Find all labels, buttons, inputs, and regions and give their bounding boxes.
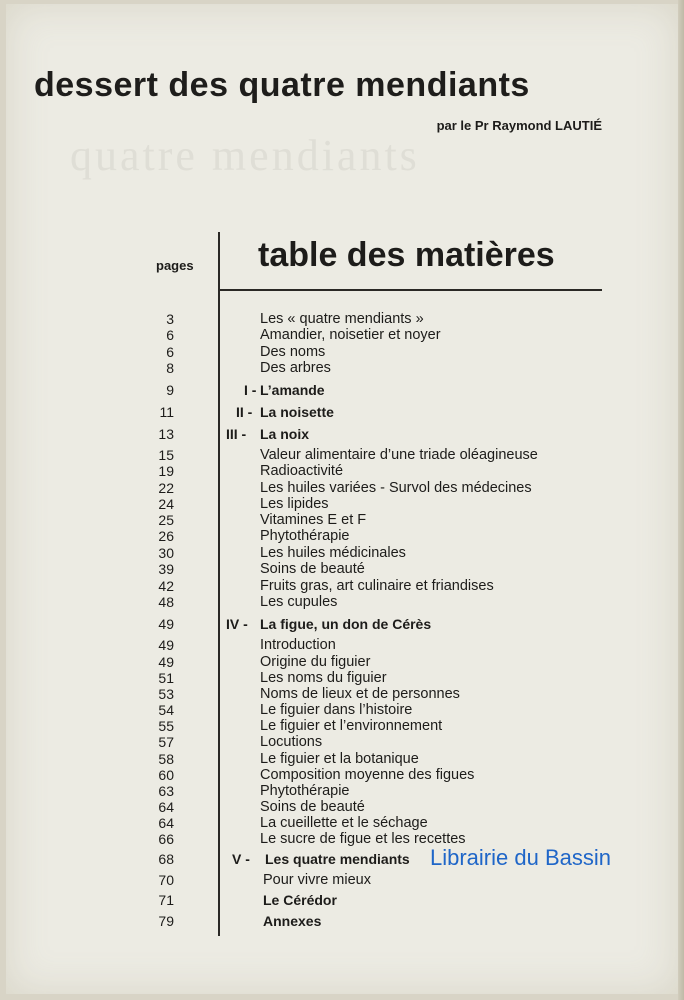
toc-page-number: 70 [158, 872, 174, 888]
toc-section-row [0, 615, 684, 633]
header-rule [220, 289, 602, 291]
toc-entry-title: Le figuier et l’environnement [260, 718, 443, 734]
toc-page-number: 8 [166, 360, 174, 376]
toc-entry-title: Le figuier dans l’histoire [260, 702, 413, 718]
toc-row [0, 593, 684, 611]
toc-entry-title: La cueillette et le séchage [260, 815, 428, 831]
toc-entry-title: Phytothérapie [260, 783, 350, 799]
toc-entry-title: Soins de beauté [260, 799, 365, 815]
pages-column-label: pages [156, 258, 194, 273]
toc-entry-title: Locutions [260, 734, 323, 750]
toc-entry-title: Les cupules [260, 594, 338, 610]
toc-row [0, 636, 684, 654]
toc-page-number: 15 [158, 447, 174, 463]
toc-page-number: 60 [158, 767, 174, 783]
toc-entry-title: Valeur alimentaire d’une triade oléagineuse [260, 447, 538, 463]
toc-page-number: 11 [159, 404, 174, 420]
toc-page-number: 3 [166, 311, 174, 327]
toc-entry-title: Les noms du figuier [260, 670, 387, 686]
toc-row [0, 560, 684, 578]
toc-page-number: 19 [158, 463, 174, 479]
toc-section-numeral: III - [226, 426, 247, 442]
toc-page-number: 24 [158, 496, 174, 512]
toc-entry-title: Les huiles variées - Survol des médecines [260, 480, 532, 496]
toc-page-number: 13 [158, 426, 174, 442]
toc-row [0, 527, 684, 545]
page-title: dessert des quatre mendiants [34, 66, 530, 104]
toc-row [0, 462, 684, 480]
toc-row [0, 871, 684, 889]
toc-page-number: 49 [158, 616, 174, 632]
toc-page-number: 51 [158, 670, 174, 686]
toc-page-number: 68 [158, 851, 174, 867]
toc-page-number: 6 [166, 344, 174, 360]
toc-page-number: 58 [158, 751, 174, 767]
toc-page-number: 66 [158, 831, 174, 847]
toc-title: table des matières [258, 236, 555, 274]
toc-entry-title: Introduction [260, 637, 336, 653]
toc-page-number: 26 [158, 528, 174, 544]
toc-section-numeral: I - [244, 382, 257, 398]
toc-page-number: 25 [158, 512, 174, 528]
toc-page-number: 71 [158, 892, 174, 908]
toc-entry-title: Radioactivité [260, 463, 344, 479]
toc-entry-title: Composition moyenne des figues [260, 767, 475, 783]
toc-page-number: 63 [158, 783, 174, 799]
seller-watermark: Librairie du Bassin [430, 845, 611, 870]
toc-entry-title: Annexes [263, 913, 322, 929]
toc-row [0, 326, 684, 344]
toc-row [0, 733, 684, 751]
toc-row [0, 912, 684, 930]
toc-section-row [0, 381, 684, 399]
toc-entry-title: Les huiles médicinales [260, 545, 406, 561]
toc-entry-title: Noms de lieux et de personnes [260, 686, 460, 702]
toc-page-number: 64 [158, 815, 174, 831]
toc-entry-title: Phytothérapie [260, 528, 350, 544]
toc-row [0, 359, 684, 377]
toc-entry-title: Des arbres [260, 360, 331, 376]
toc-page-number: 39 [158, 561, 174, 577]
toc-entry-title: Fruits gras, art culinaire et friandises [260, 578, 494, 594]
toc-entry-title: Amandier, noisetier et noyer [260, 327, 441, 343]
toc-section-numeral: II - [236, 404, 253, 420]
show-through-text: quatre mendiants [70, 131, 420, 180]
toc-page-number: 64 [158, 799, 174, 815]
toc-page-number: 57 [158, 734, 174, 750]
toc-page-number: 22 [158, 480, 174, 496]
author-line: par le Pr Raymond LAUTIÉ [436, 118, 602, 133]
toc-page-number: 54 [158, 702, 174, 718]
toc-entry-title: Pour vivre mieux [263, 872, 371, 888]
toc-entry-title: Soins de beauté [260, 561, 365, 577]
toc-section-title: La noix [260, 426, 310, 442]
toc-page-number: 48 [158, 594, 174, 610]
toc-section-title: L’amande [260, 382, 325, 398]
toc-page-number: 49 [158, 637, 174, 653]
toc-section-title: La noisette [260, 404, 334, 420]
toc-entry-title: Le figuier et la botanique [260, 751, 419, 767]
toc-entry-title: Des noms [260, 344, 326, 360]
toc-entry-title: Le Cérédor [263, 892, 337, 908]
toc-row [0, 891, 684, 909]
toc-page-number: 30 [158, 545, 174, 561]
toc-page-number: 79 [158, 913, 174, 929]
toc-section-row [0, 403, 684, 421]
toc-page-number: 53 [158, 686, 174, 702]
toc-section-numeral: V - [232, 851, 250, 867]
toc-section-title: La figue, un don de Cérès [260, 616, 432, 632]
toc-entry-title: Origine du figuier [260, 654, 371, 670]
toc-page-number: 6 [166, 327, 174, 343]
toc-entry-title: Les lipides [260, 496, 329, 512]
toc-section-title: Les quatre mendiants [265, 851, 410, 867]
toc-page-number: 55 [158, 718, 174, 734]
toc-section-numeral: IV - [226, 616, 248, 632]
toc-page-number: 49 [158, 654, 174, 670]
toc-entry-title: Vitamines E et F [260, 512, 367, 528]
toc-entry-title: Le sucre de figue et les recettes [260, 831, 466, 847]
toc-page-number: 42 [158, 578, 174, 594]
toc-section-row [0, 425, 684, 443]
toc-page-number: 9 [166, 382, 174, 398]
toc-entry-title: Les « quatre mendiants » [260, 311, 424, 327]
